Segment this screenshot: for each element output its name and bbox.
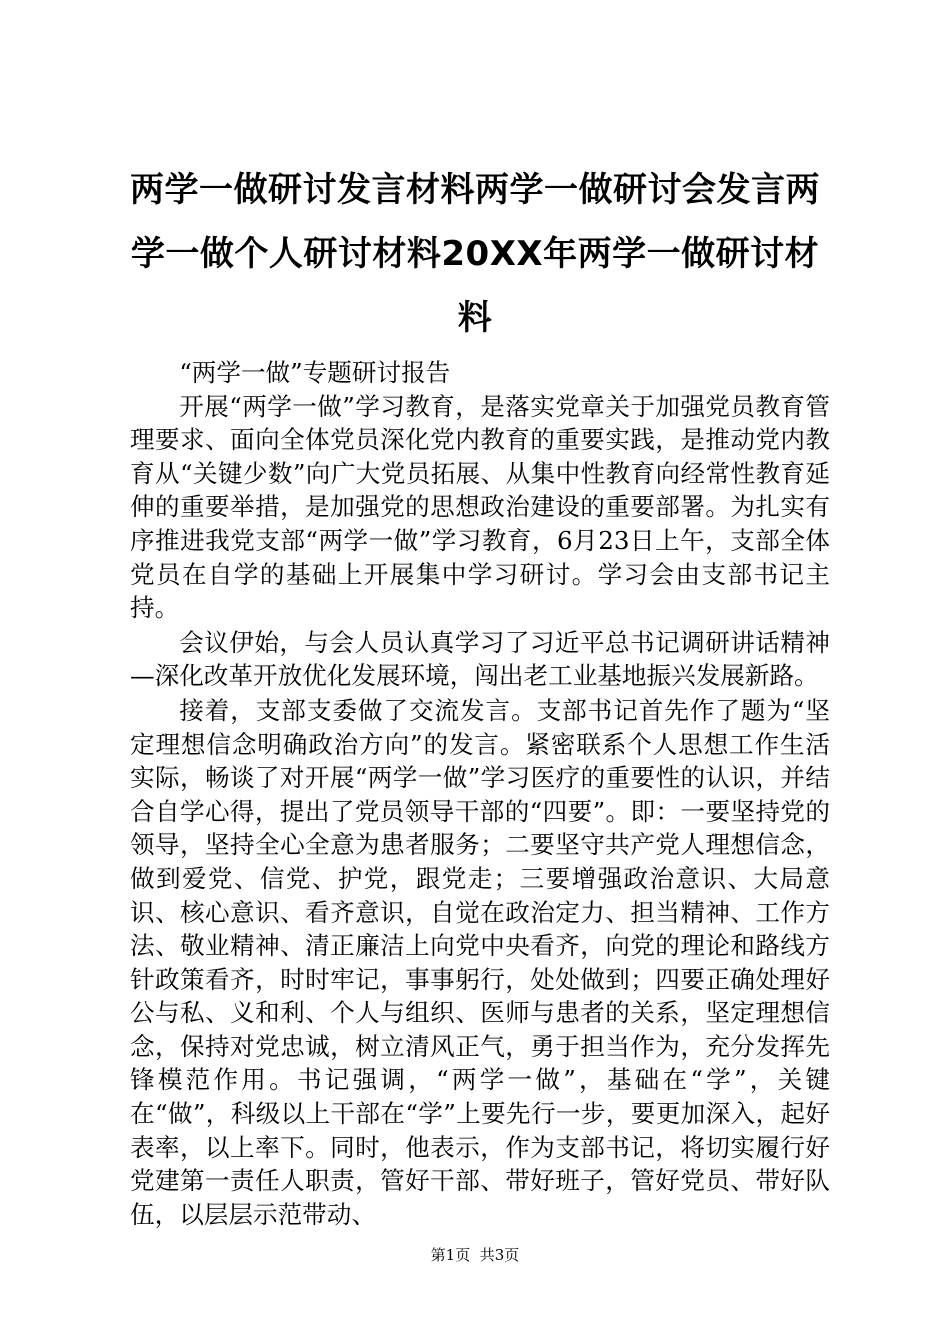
report-subtitle: “两学一做”专题研讨报告 xyxy=(179,358,451,387)
document-body xyxy=(130,356,830,1231)
paragraph-intro: 开展“两学一做”学习教育，是落实党章关于加强党员教育管理要求、面向全体党员深化党内教育的重要实践，是推动党内教育从“关键少数”向广大党员拓展、从集中性教育向经常性教育延伸的重要举措，是加强党的思想政治建设的重要部署。为扎实有序推进我党支部“两学一做”学习教育，6月23日上午，支部全体党员在自学的基础上开展集中学习研讨。学习会由支部书记主持。 xyxy=(130,391,830,623)
paragraph-meeting-start: 会议伊始，与会人员认真学习了习近平总书记调研讲话精神—深化改革开放优化发展环境，闯出老工业基地振兴发展新路。 xyxy=(130,627,830,691)
page-number: 第1页 xyxy=(430,1246,471,1264)
document-title: 两学一做研讨发言材料两学一做研讨会发言两学一做个人研讨材料20XX年两学一做研讨材料 xyxy=(130,170,820,338)
page-total: 共3页 xyxy=(479,1246,520,1264)
paragraph-speeches: 接着，支部支委做了交流发言。支部书记首先作了题为“坚定理想信念明确政治方向”的发言。紧密联系个人思想工作生活实际，畅谈了对开展“两学一做”学习医疗的重要性的认识，并结合自学心得，提出了党员领导干部的“四要”。即：一要坚持党的领导，坚持全心全意为患者服务；二要坚守共产党人理想信念，做到爱党、信党、护党，跟党走；三要增强政治意识、大局意识、核心意识、看齐意识，自觉在政治定力、担当精神、工作方法、敬业精神、清正廉洁上向党中央看齐，向党的理论和路线方针政策看齐，时时牢记，事事躬行，处处做到；四要正确处理好公与私、义和利、个人与组织、医师与患者的关系，坚定理想信念，保持对党忠诚，树立清风正气，勇于担当作为，充分发挥先锋模范作用。书记强调，“两学一做”，基础在“学”，关键在“做”，科级以上干部在“学”上要先行一步，要更加深入，起好表率，以上率下。同时，他表示，作为支部书记，将切实履行好党建第一责任人职责，管好干部、带好班子，管好党员、带好队伍，以层层示范带动、 xyxy=(130,695,830,1229)
page-footer xyxy=(0,1245,950,1265)
